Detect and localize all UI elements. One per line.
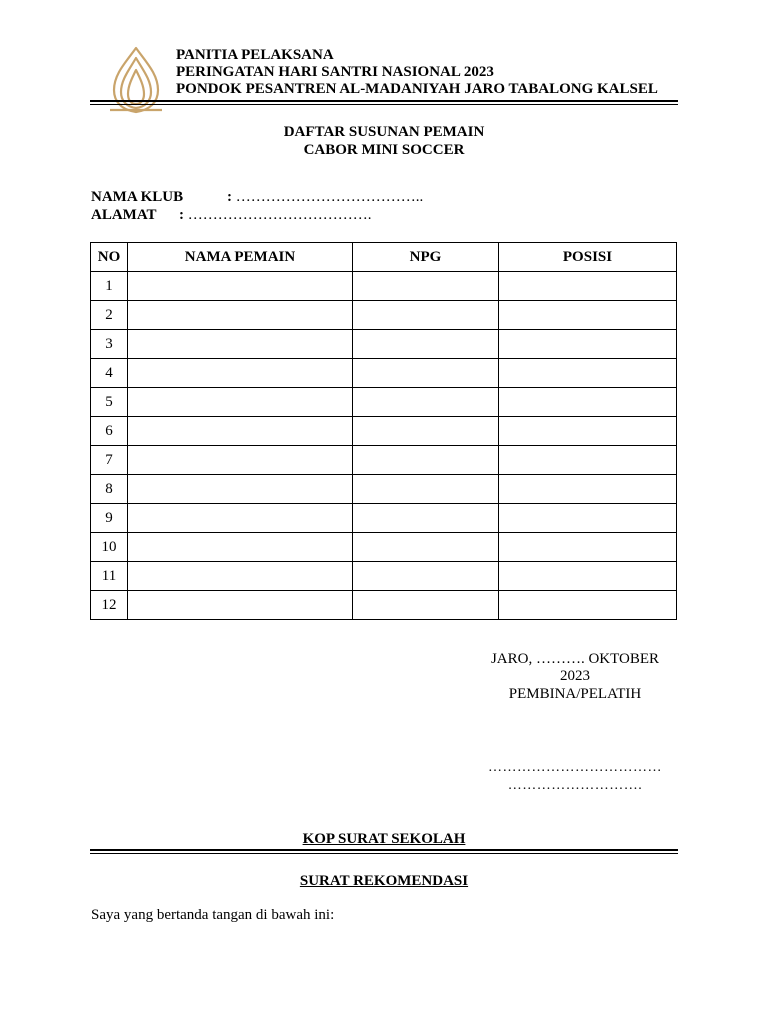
npg-cell[interactable] <box>353 330 499 359</box>
row-number: 4 <box>91 359 128 388</box>
table-row <box>91 533 677 562</box>
table-row <box>91 504 677 533</box>
club-info <box>91 188 423 224</box>
club-address-separator: : <box>179 207 184 223</box>
signature-name-line: ………………………. <box>507 778 643 793</box>
signature-role: PEMBINA/PELATIH <box>508 686 642 702</box>
table-row <box>91 591 677 620</box>
table-row <box>91 417 677 446</box>
player-name-cell[interactable] <box>128 446 353 475</box>
position-cell[interactable] <box>499 272 677 301</box>
club-name-label: NAMA KLUB <box>91 189 184 205</box>
npg-cell[interactable] <box>353 562 499 591</box>
letterhead-line-2: PERINGATAN HARI SANTRI NASIONAL 2023 <box>176 64 494 80</box>
row-number: 6 <box>91 417 128 446</box>
npg-cell[interactable] <box>353 417 499 446</box>
position-cell[interactable] <box>499 359 677 388</box>
npg-cell[interactable] <box>353 301 499 330</box>
npg-cell[interactable] <box>353 388 499 417</box>
table-row <box>91 446 677 475</box>
npg-cell[interactable] <box>353 475 499 504</box>
npg-cell[interactable] <box>353 504 499 533</box>
club-name-row <box>91 188 423 206</box>
player-name-cell[interactable] <box>128 591 353 620</box>
recommendation-intro: Saya yang bertanda tangan di bawah ini: <box>91 907 335 923</box>
npg-cell[interactable] <box>353 533 499 562</box>
recommendation-title: SURAT REKOMENDASI <box>299 873 469 889</box>
column-header-npg: NPG <box>353 243 499 272</box>
player-name-cell[interactable] <box>128 533 353 562</box>
player-name-cell[interactable] <box>128 417 353 446</box>
player-name-cell[interactable] <box>128 301 353 330</box>
player-name-cell[interactable] <box>128 504 353 533</box>
letterhead-line-3: PONDOK PESANTREN AL-MADANIYAH JARO TABALONG KALSEL <box>176 81 658 97</box>
school-letterhead-title: KOP SURAT SEKOLAH <box>302 831 466 847</box>
player-roster-table <box>90 242 677 620</box>
letterhead <box>176 47 658 98</box>
table-row <box>91 359 677 388</box>
player-name-cell[interactable] <box>128 388 353 417</box>
player-name-cell[interactable] <box>128 359 353 388</box>
table-row <box>91 475 677 504</box>
position-cell[interactable] <box>499 417 677 446</box>
table-row <box>91 562 677 591</box>
position-cell[interactable] <box>499 562 677 591</box>
document-subtitle: CABOR MINI SOCCER <box>303 142 465 158</box>
table-row <box>91 330 677 359</box>
npg-cell[interactable] <box>353 446 499 475</box>
row-number: 12 <box>91 591 128 620</box>
club-address-row <box>91 206 423 224</box>
position-cell[interactable] <box>499 301 677 330</box>
position-cell[interactable] <box>499 504 677 533</box>
document-title: DAFTAR SUSUNAN PEMAIN <box>283 124 485 140</box>
signature-place-date: JARO, ………. OKTOBER <box>490 651 660 667</box>
letterhead-line-1: PANITIA PELAKSANA <box>176 47 334 63</box>
kop-rule-thin <box>90 853 678 854</box>
column-header-position: POSISI <box>499 243 677 272</box>
row-number: 1 <box>91 272 128 301</box>
letterhead-rule-thin <box>90 104 678 105</box>
row-number: 3 <box>91 330 128 359</box>
npg-cell[interactable] <box>353 272 499 301</box>
position-cell[interactable] <box>499 591 677 620</box>
column-header-player-name: NAMA PEMAIN <box>128 243 353 272</box>
club-address-label: ALAMAT <box>91 207 157 223</box>
row-number: 11 <box>91 562 128 591</box>
npg-cell[interactable] <box>353 359 499 388</box>
signature-year: 2023 <box>560 668 590 684</box>
club-address-field: ………………………………. <box>187 207 372 223</box>
position-cell[interactable] <box>499 330 677 359</box>
table-row <box>91 301 677 330</box>
club-name-separator: : <box>227 189 232 205</box>
npg-cell[interactable] <box>353 591 499 620</box>
player-name-cell[interactable] <box>128 475 353 504</box>
club-name-field: ……………………………….. <box>235 189 424 205</box>
row-number: 2 <box>91 301 128 330</box>
position-cell[interactable] <box>499 475 677 504</box>
position-cell[interactable] <box>499 388 677 417</box>
kop-rule-thick <box>90 849 678 851</box>
player-name-cell[interactable] <box>128 272 353 301</box>
table-row <box>91 272 677 301</box>
player-name-cell[interactable] <box>128 562 353 591</box>
row-number: 9 <box>91 504 128 533</box>
table-row <box>91 388 677 417</box>
row-number: 10 <box>91 533 128 562</box>
row-number: 8 <box>91 475 128 504</box>
position-cell[interactable] <box>499 446 677 475</box>
row-number: 7 <box>91 446 128 475</box>
letterhead-rule-thick <box>90 100 678 102</box>
row-number: 5 <box>91 388 128 417</box>
player-name-cell[interactable] <box>128 330 353 359</box>
table-header-row <box>91 243 677 272</box>
position-cell[interactable] <box>499 533 677 562</box>
signature-line: ……………………………… <box>488 760 662 775</box>
column-header-no: NO <box>91 243 128 272</box>
